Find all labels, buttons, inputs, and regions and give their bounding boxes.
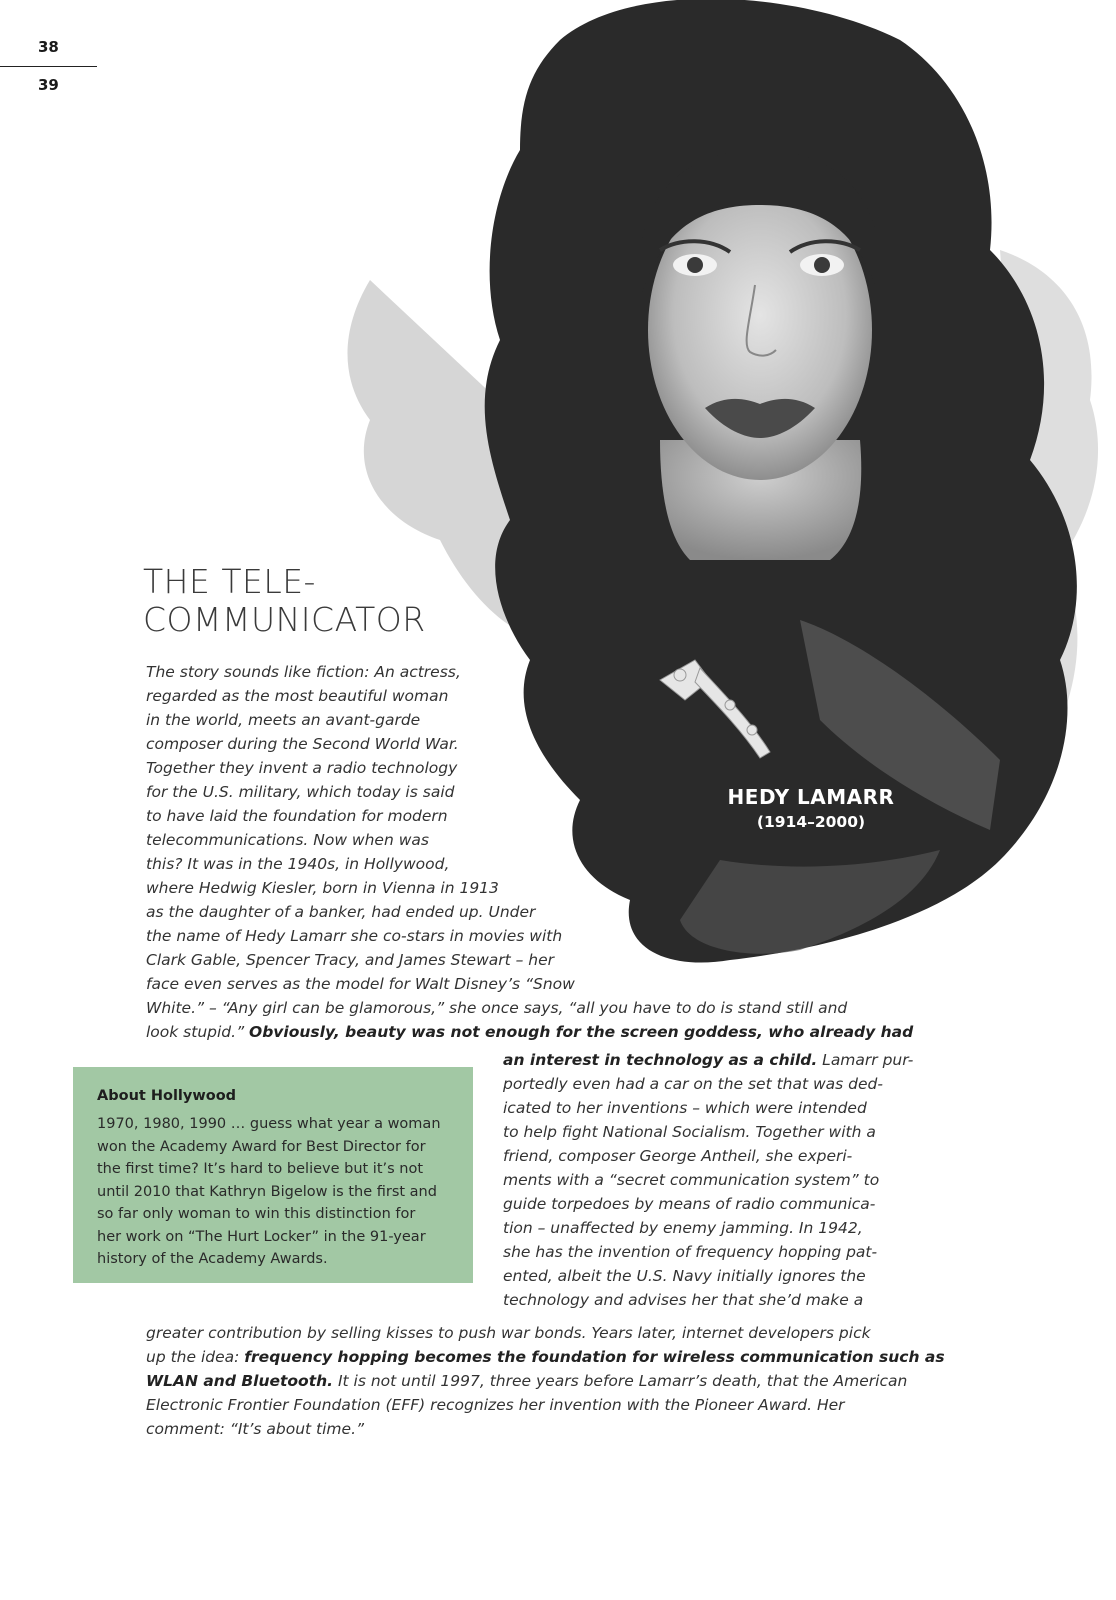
caption-name: HEDY LAMARR	[727, 785, 895, 809]
final-paragraph	[146, 1321, 945, 1441]
intro-line: composer during the Second World War.	[146, 735, 459, 753]
intro-line: regarded as the most beautiful woman	[146, 687, 449, 705]
column-line: tion – unaffected by enemy jamming. In 1942,	[503, 1219, 863, 1237]
intro-line	[146, 1020, 913, 1044]
intro-line: the name of Hedy Lamarr she co-stars in movies with	[146, 927, 563, 945]
column-line: she has the invention of frequency hopping pat-	[503, 1243, 878, 1261]
intro-line: where Hedwig Kiesler, born in Vienna in 1913	[146, 879, 499, 897]
intro-line: The story sounds like fiction: An actress,	[146, 663, 461, 681]
intro-line: in the world, meets an avant-garde	[146, 711, 421, 729]
intro-line: White.” – “Any girl can be glamorous,” she once says, “all you have to do is stand still and	[146, 999, 848, 1017]
final-line	[146, 1369, 945, 1393]
intro-line: Together they invent a radio technology	[146, 759, 458, 777]
sidebar-line: history of the Academy Awards.	[97, 1251, 328, 1267]
column-line: ented, albeit the U.S. Navy initially ignores the	[503, 1267, 866, 1285]
intro-line: this? It was in the 1940s, in Hollywood,	[146, 855, 450, 873]
intro-line: telecommunications. Now when was	[146, 831, 429, 849]
final-plain-text: It is not until 1997, three years before Lamarr’s death, that the American	[333, 1372, 908, 1390]
column-line: ments with a “secret communication system” to	[503, 1171, 880, 1189]
column-line	[503, 1048, 913, 1072]
sidebar-line: the first time? It’s hard to believe but it’s not	[97, 1161, 424, 1177]
final-bold-text: WLAN and Bluetooth.	[146, 1372, 334, 1390]
intro-line: Clark Gable, Spencer Tracy, and James Stewart – her	[146, 951, 555, 969]
sidebar-line: so far only woman to win this distinction for	[97, 1206, 416, 1222]
sidebar-line: until 2010 that Kathryn Bigelow is the first and	[97, 1183, 437, 1200]
title-line-1: THE TELE-	[143, 562, 316, 601]
sidebar-line: won the Academy Award for Best Director for	[97, 1138, 426, 1155]
page-number-divider	[0, 66, 97, 67]
column-line: guide torpedoes by means of radio communica-	[503, 1195, 876, 1213]
title-line-2: COMMUNICATOR	[143, 600, 426, 639]
intro-line: to have laid the foundation for modern	[146, 807, 448, 825]
column-line: portedly even had a car on the set that was ded-	[503, 1075, 883, 1093]
column-line: icated to her inventions – which were intended	[503, 1099, 867, 1117]
face	[639, 150, 882, 560]
sidebar-text	[97, 1113, 441, 1271]
sidebar-heading: About Hollywood	[97, 1088, 237, 1104]
final-line: greater contribution by selling kisses to push war bonds. Years later, internet developers pick	[146, 1324, 871, 1342]
intro-line: for the U.S. military, which today is said	[146, 783, 455, 801]
sidebar-box	[73, 1067, 473, 1283]
portrait-caption	[726, 785, 896, 831]
final-line: comment: “It’s about time.”	[146, 1420, 365, 1438]
final-bold-text: frequency hopping becomes the foundation for wireless communication such as	[244, 1348, 945, 1366]
final-plain-text: up the idea:	[146, 1348, 245, 1366]
intro-paragraph	[146, 660, 913, 1044]
intro-line: as the daughter of a banker, had ended up. Under	[146, 903, 536, 921]
column-line: to help fight National Socialism. Together with a	[503, 1123, 876, 1141]
final-line	[146, 1345, 945, 1369]
column-plain-text: Lamarr pur-	[817, 1051, 914, 1069]
article-title	[143, 563, 426, 639]
intro-plain-text: look stupid.”	[146, 1023, 250, 1041]
intro-line: face even serves as the model for Walt Disney’s “Snow	[146, 975, 575, 993]
column-bold-text: an interest in technology as a child.	[503, 1051, 818, 1069]
sidebar-line: her work on “The Hurt Locker” in the 91-year	[97, 1228, 426, 1245]
sidebar-line: 1970, 1980, 1990 … guess what year a woman	[97, 1116, 441, 1132]
caption-years: (1914–2000)	[756, 813, 866, 831]
page-number-right: 39	[38, 76, 59, 94]
final-line: Electronic Frontier Foundation (EFF) recognizes her invention with the Pioneer Award. Her	[146, 1396, 845, 1414]
column-line: friend, composer George Antheil, she experi-	[503, 1147, 853, 1165]
intro-bold-text: Obviously, beauty was not enough for the screen goddess, who already had	[249, 1023, 914, 1041]
column-line: technology and advises her that she’d make a	[503, 1291, 864, 1309]
right-column-paragraph	[503, 1048, 913, 1312]
page-number-left: 38	[38, 38, 59, 56]
